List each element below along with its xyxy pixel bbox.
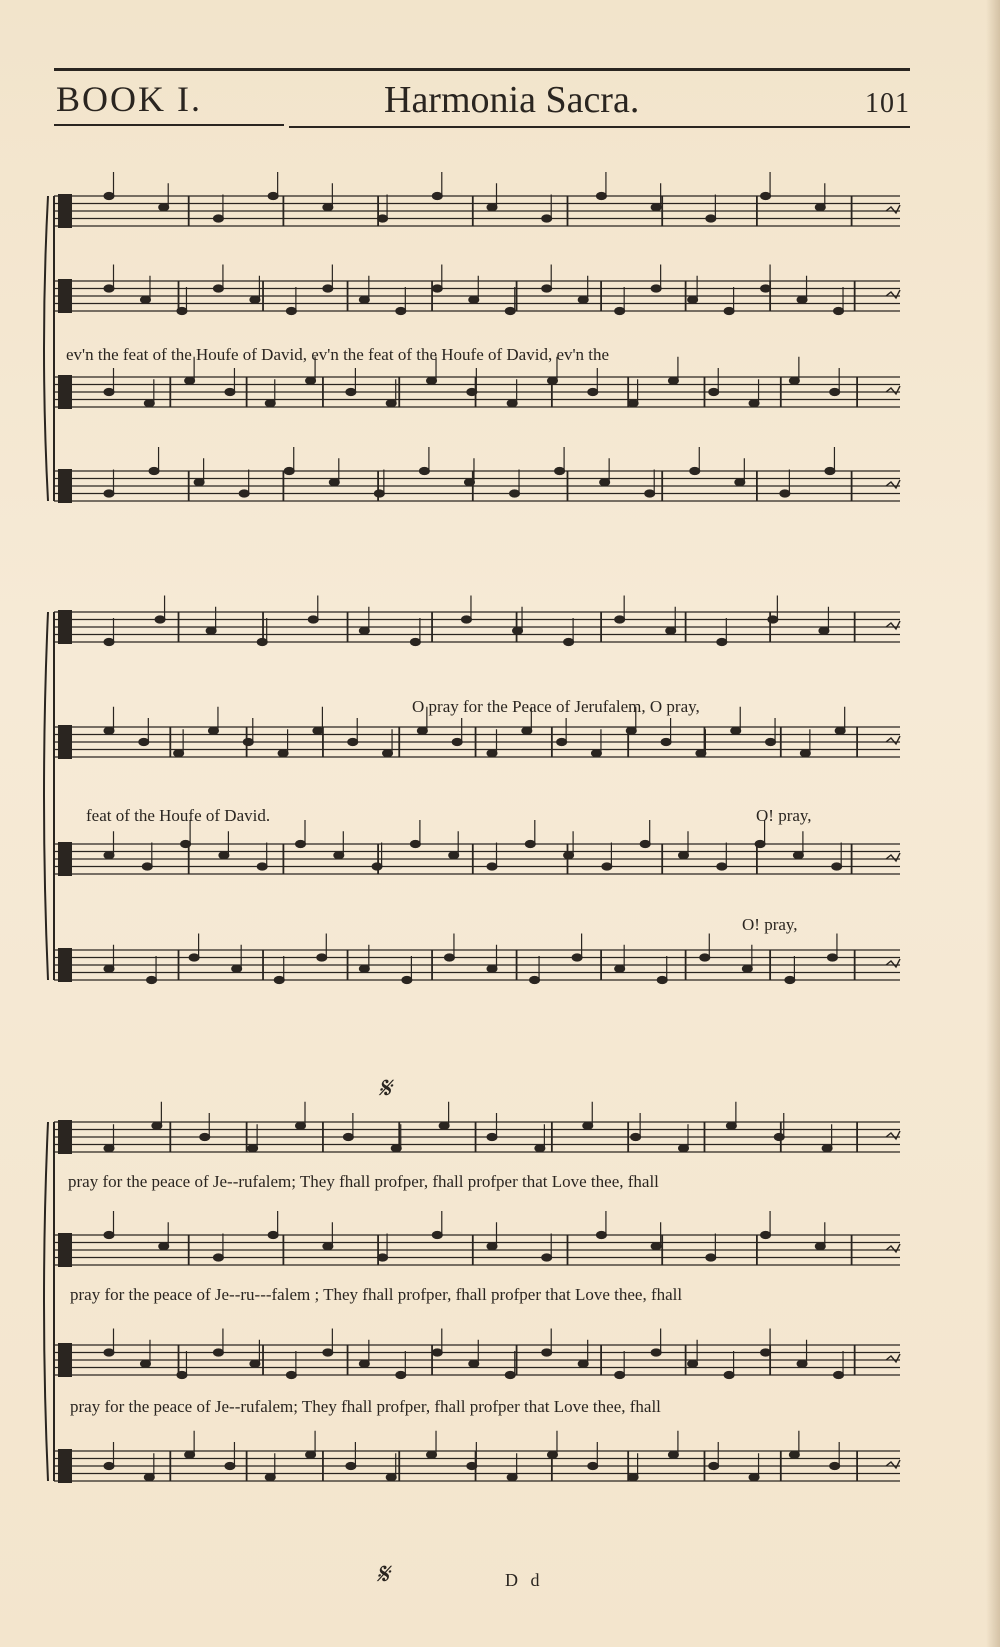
note-head [334,852,344,859]
note-head [452,738,462,745]
note-head [265,400,275,407]
note-head [487,750,497,757]
system2-alto-lyrics: O! pray, [742,915,798,934]
note-head [104,1231,114,1238]
note-head [615,307,625,314]
note-head [789,1451,799,1458]
note-head [152,1122,162,1129]
note-head [232,965,242,972]
note-head [213,215,223,222]
note-head [735,479,745,486]
note-head [742,965,752,972]
note-head [225,1462,235,1469]
note-head [410,638,420,645]
note-head [464,479,474,486]
note-head [640,840,650,847]
clef-icon [58,1343,72,1377]
note-head [615,616,625,623]
note-head [726,1122,736,1129]
note-head [505,307,515,314]
note-head [142,863,152,870]
note-head [487,1133,497,1140]
note-head [507,400,517,407]
note-head [547,1451,557,1458]
system2-treble-lyrics: O pray for the Peace of Jerufalem, O pray, [412,697,700,716]
custos-icon [886,480,900,488]
note-head [785,976,795,983]
custos-icon [886,386,900,394]
system3-lyrics-3: pray for the peace of Je--rufalem; They fhall profper, fhall profper that Love thee, fhall [70,1397,661,1416]
note-head [346,388,356,395]
running-title: Harmonia Sacra. [384,79,640,121]
note-head [286,1371,296,1378]
note-head [700,954,710,961]
note-head [200,1133,210,1140]
note-head [542,1349,552,1356]
note-head [391,1145,401,1152]
note-head [449,852,459,859]
note-head [615,965,625,972]
note-head [822,1145,832,1152]
note-head [308,616,318,623]
note-head [181,840,191,847]
note-head [469,1360,479,1367]
note-head [104,192,114,199]
note-head [510,490,520,497]
note-head [343,1133,353,1140]
note-head [104,638,114,645]
note-head [317,954,327,961]
note-head [651,1243,661,1250]
note-head [139,738,149,745]
note-head [140,296,150,303]
note-head [359,627,369,634]
note-head [507,1474,517,1481]
note-head [402,976,412,983]
note-head [378,1254,388,1261]
note-head [306,377,316,384]
note-head [645,490,655,497]
note-head [378,215,388,222]
note-head [793,852,803,859]
note-head [213,1254,223,1261]
note-head [213,285,223,292]
note-head [348,738,358,745]
note-head [248,1145,258,1152]
note-head [386,400,396,407]
note-head [140,1360,150,1367]
clef-icon [58,948,72,982]
clef-icon [58,375,72,409]
clef-icon [58,469,72,503]
note-head [296,1122,306,1129]
note-head [487,1243,497,1250]
note-head [306,1451,316,1458]
custos-icon [886,1460,900,1468]
note-head [706,1254,716,1261]
segno-top: 𝄋 [378,1072,391,1105]
note-head [761,285,771,292]
note-head [386,1474,396,1481]
note-head [374,490,384,497]
note-head [104,965,114,972]
note-head [185,1451,195,1458]
note-head [278,750,288,757]
clef-icon [58,1449,72,1483]
note-head [432,192,442,199]
note-head [268,192,278,199]
note-head [657,976,667,983]
system3-lyrics-2: pray for the peace of Je--ru---falem ; They fhall profper, fhall profper that Love thee, fhall [70,1285,683,1304]
clef-icon [58,1120,72,1154]
note-head [284,467,294,474]
clef-icon [58,279,72,313]
note-head [257,863,267,870]
note-head [830,1462,840,1469]
clef-icon [58,725,72,759]
note-head [144,1474,154,1481]
note-head [417,727,427,734]
note-head [717,638,727,645]
custos-icon [886,290,900,298]
note-head [596,192,606,199]
note-head [467,388,477,395]
note-head [159,204,169,211]
note-head [542,1254,552,1261]
note-head [439,1122,449,1129]
system1-tenor-lyrics: ev'n the feat of the Houfe of David, ev'n the feat of the Houfe of David, ev'n the [66,345,610,364]
note-head [834,307,844,314]
note-head [104,1145,114,1152]
note-head [668,1451,678,1458]
note-head [323,1349,333,1356]
page-number: 101 [865,88,910,119]
note-head [661,738,671,745]
note-head [323,1243,333,1250]
note-head [591,750,601,757]
note-head [147,976,157,983]
note-head [104,490,114,497]
custos-icon [886,205,900,213]
note-head [679,852,689,859]
note-head [239,490,249,497]
signature-mark: D d [505,1570,544,1590]
note-head [530,976,540,983]
note-head [155,616,165,623]
note-head [208,727,218,734]
note-head [755,840,765,847]
note-head [688,1360,698,1367]
note-head [104,1462,114,1469]
note-head [185,377,195,384]
note-head [588,1462,598,1469]
note-head [487,863,497,870]
note-head [600,479,610,486]
note-head [602,863,612,870]
note-head [225,388,235,395]
note-head [564,852,574,859]
note-head [731,727,741,734]
note-head [469,296,479,303]
note-head [651,204,661,211]
note-head [323,285,333,292]
note-head [104,727,114,734]
note-head [583,1122,593,1129]
note-head [542,285,552,292]
note-head [774,1133,784,1140]
note-head [419,467,429,474]
note-head [346,1462,356,1469]
note-head [144,400,154,407]
note-head [631,1133,641,1140]
note-head [688,296,698,303]
note-head [815,204,825,211]
segno-bottom: 𝄋 [376,1558,389,1591]
note-head [487,204,497,211]
clef-icon [58,194,72,228]
note-head [174,750,184,757]
note-head [615,1371,625,1378]
note-head [104,285,114,292]
note-head [555,467,565,474]
custos-icon [886,621,900,629]
note-head [359,296,369,303]
note-head [268,1231,278,1238]
note-head [467,1462,477,1469]
note-head [815,1243,825,1250]
custos-icon [886,1354,900,1362]
note-head [243,738,253,745]
note-head [329,479,339,486]
note-head [827,954,837,961]
note-head [522,727,532,734]
note-head [410,840,420,847]
note-head [679,1145,689,1152]
note-head [596,1231,606,1238]
note-head [797,296,807,303]
note-head [668,377,678,384]
note-head [432,1349,442,1356]
note-head [159,1243,169,1250]
note-head [666,627,676,634]
note-head [761,1231,771,1238]
note-head [542,215,552,222]
note-head [651,1349,661,1356]
note-head [206,627,216,634]
note-head [444,954,454,961]
note-head [250,296,260,303]
note-head [709,1462,719,1469]
note-head [749,400,759,407]
system-brace [44,196,48,501]
system2-tenor-lyrics-a: feat of the Houfe of David. [86,806,271,825]
note-head [572,954,582,961]
note-head [177,1371,187,1378]
note-head [189,954,199,961]
note-head [432,1231,442,1238]
note-head [274,976,284,983]
note-head [825,467,835,474]
note-head [780,490,790,497]
note-head [513,627,523,634]
note-head [557,738,567,745]
clef-icon [58,1233,72,1267]
note-head [525,840,535,847]
note-head [149,467,159,474]
note-head [588,388,598,395]
note-head [578,1360,588,1367]
note-head [219,852,229,859]
note-head [286,307,296,314]
note-head [359,965,369,972]
note-head [628,1474,638,1481]
note-head [628,400,638,407]
book-label: BOOK I. [56,79,202,119]
note-head [651,285,661,292]
note-head [709,388,719,395]
note-head [696,750,706,757]
custos-icon [886,1244,900,1252]
note-head [819,627,829,634]
note-head [800,750,810,757]
note-head [427,1451,437,1458]
note-head [194,479,204,486]
note-head [749,1474,759,1481]
note-head [313,727,323,734]
note-head [383,750,393,757]
note-head [505,1371,515,1378]
note-head [250,1360,260,1367]
note-head [564,638,574,645]
custos-icon [886,853,900,861]
note-head [626,727,636,734]
note-head [797,1360,807,1367]
note-head [766,738,776,745]
custos-icon [886,959,900,967]
note-head [104,1349,114,1356]
note-head [257,638,267,645]
note-head [789,377,799,384]
note-head [104,388,114,395]
note-head [761,192,771,199]
note-head [359,1360,369,1367]
system3-lyrics-1: pray for the peace of Je--rufalem; They fhall profper, fhall profper that Love thee, fhall [68,1172,659,1191]
note-head [372,863,382,870]
note-head [768,616,778,623]
note-head [830,388,840,395]
note-head [323,204,333,211]
note-head [578,296,588,303]
clef-icon [58,842,72,876]
custos-icon [886,1131,900,1139]
note-head [487,965,497,972]
note-head [396,307,406,314]
note-head [265,1474,275,1481]
system-brace [44,1122,48,1481]
note-head [427,377,437,384]
note-head [296,840,306,847]
note-head [213,1349,223,1356]
note-head [432,285,442,292]
note-head [724,1371,734,1378]
note-head [104,852,114,859]
note-head [832,863,842,870]
note-head [177,307,187,314]
custos-icon [886,736,900,744]
note-head [724,307,734,314]
note-head [547,377,557,384]
clef-icon [58,610,72,644]
note-head [761,1349,771,1356]
note-head [690,467,700,474]
system-brace [44,612,48,980]
note-head [535,1145,545,1152]
note-head [835,727,845,734]
note-head [717,863,727,870]
note-head [834,1371,844,1378]
system2-tenor-lyrics-b: O! pray, [756,806,812,825]
note-head [461,616,471,623]
note-head [706,215,716,222]
note-head [396,1371,406,1378]
